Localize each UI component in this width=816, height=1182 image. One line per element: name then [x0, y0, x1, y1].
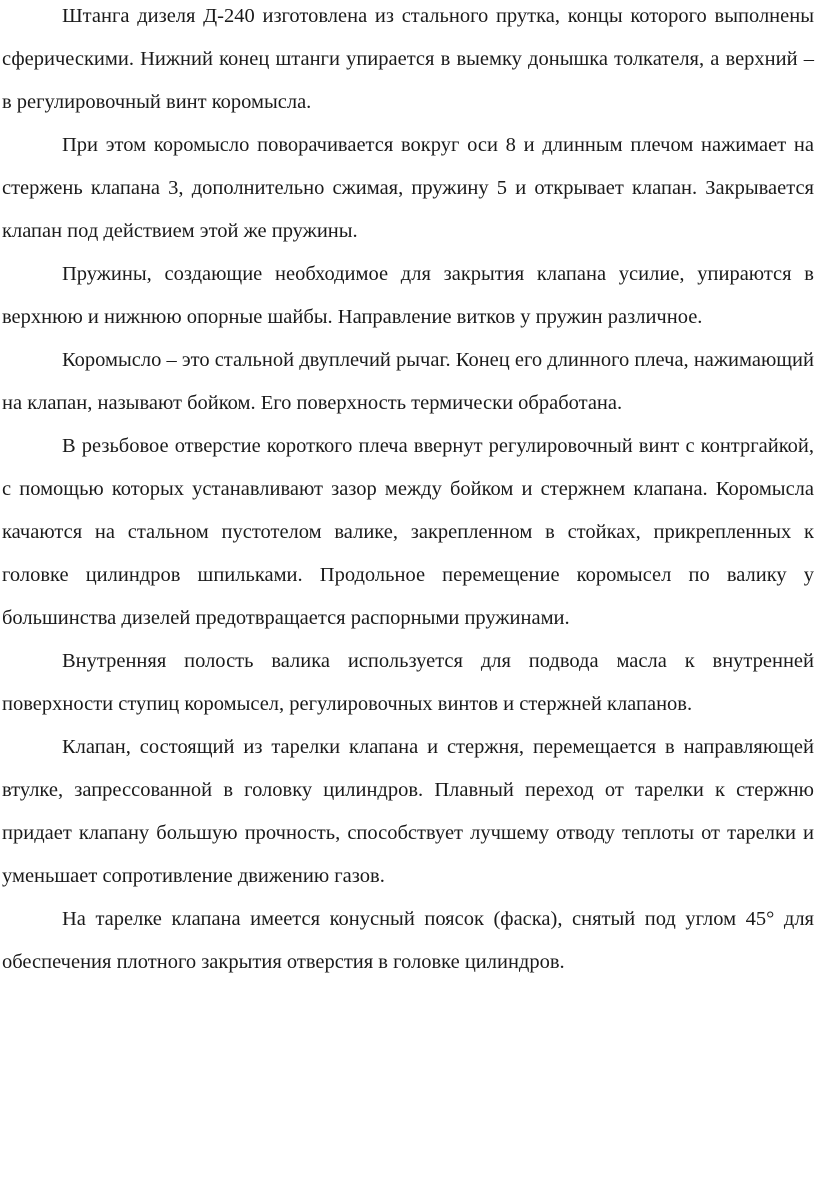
paragraph-push-rod: Штанга дизеля Д-240 изготовлена из стального прутка, концы которого выполнены сферическими. Нижний конец штанги упирается в выемку донышка толкателя, а верхний – в регулировочный винт коромысла. — [2, 5, 814, 113]
paragraph-valve-design: Клапан, состоящий из тарелки клапана и стержня, перемещается в направляющей втулке, запрессованной в головку цилиндров. Плавный переход от тарелки к стержню придает клапану большую прочность, способствует лучшему отводу теплоты от тарелки и уменьшает сопротивление движению газов. — [2, 736, 814, 887]
paragraph-valve-springs: Пружины, создающие необходимое для закрытия клапана усилие, упираются в верхнюю и нижнюю опорные шайбы. Направление витков у пружин различное. — [2, 263, 814, 328]
paragraph-rocker-rotation: При этом коромысло поворачивается вокруг оси 8 и длинным плечом нажимает на стержень клапана 3, дополнительно сжимая, пружину 5 и открывает клапан. Закрывается клапан под действием этой же пружины. — [2, 134, 814, 242]
paragraph-rocker-arm: Коромысло – это стальной двуплечий рычаг. Конец его длинного плеча, нажимающий на клапан, называют бойком. Его поверхность термически обработана. — [2, 349, 814, 414]
paragraph-valve-chamfer: На тарелке клапана имеется конусный поясок (фаска), снятый под углом 45° для обеспечения плотного закрытия отверстия в головке цилиндров. — [2, 908, 814, 973]
paragraph-adjusting-screw: В резьбовое отверстие короткого плеча ввернут регулировочный винт с контргайкой, с помощью которых устанавливают зазор между бойком и стержнем клапана. Коромысла качаются на стальном пустотелом валике, закрепленном в стойках, прикрепленных к головке цилиндров шпильками. Продольное перемещение коромысел по валику у большинства дизелей предотвращается распорными пружинами. — [2, 435, 814, 629]
paragraph-shaft-oil: Внутренняя полость валика используется для подвода масла к внутренней поверхности ступиц коромысел, регулировочных винтов и стержней клапанов. — [2, 650, 814, 715]
